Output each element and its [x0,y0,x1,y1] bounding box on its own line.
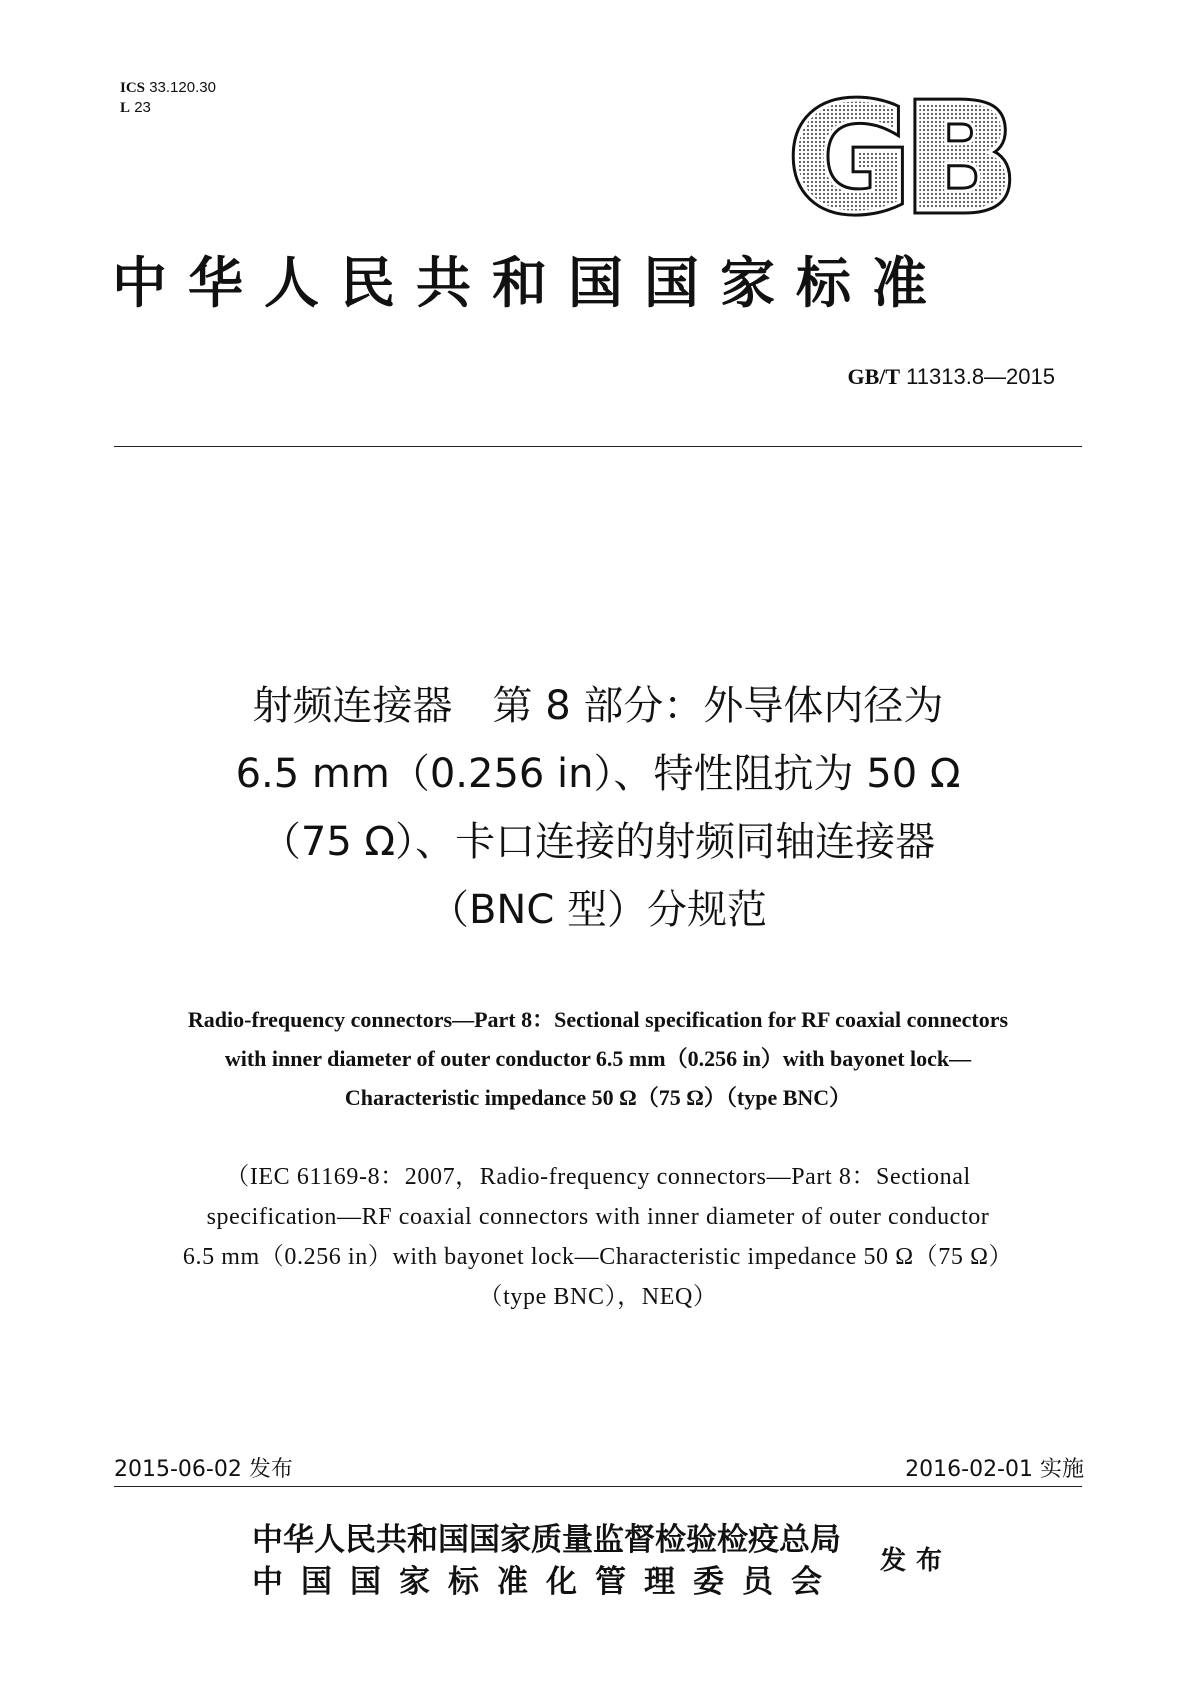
chinese-title [114,672,1082,944]
issuer-aqsiq: 中华人民共和国国家质量监督检验检疫总局 [252,1522,841,1558]
ics-code: 33.120.30 [149,79,216,96]
standard-code: 11313.8—2015 [906,364,1055,389]
ccs-label: L [120,100,131,116]
issue-date: 2015-06-02 发布 [114,1457,293,1482]
bottom-divider [114,1486,1082,1487]
english-title-line-2: with inner diameter of outer conductor 6.5 mm（0.256 in）with bayonet lock— [224,1046,972,1071]
gb-logo [782,88,1028,220]
publish-label: 发布 [880,1546,953,1576]
english-title [114,1000,1082,1117]
adoption-line-2: specification—RF coaxial connectors with inner diameter of outer conductor [206,1204,990,1230]
chinese-title-line-3: （75 Ω）、卡口连接的射频同轴连接器 [260,819,936,865]
english-title-line-1: Radio-frequency connectors—Part 8：Sectional specification for RF coaxial connectors [187,1007,1009,1032]
country-standard-title: 中华人民共和国国家标准 [112,251,949,315]
adoption-line-3: 6.5 mm（0.256 in）with bayonet lock—Characteristic impedance 50 Ω（75 Ω） [182,1244,1014,1270]
ccs-line [120,98,216,118]
ccs-code: 23 [134,99,151,116]
adoption-line-4: （type BNC），NEQ） [478,1284,718,1310]
top-divider [114,446,1082,447]
issuer-sac: 中国国家标准化管理委员会 [252,1564,840,1600]
adoption-statement [114,1157,1082,1317]
gb-logo-fill [789,88,1011,220]
english-title-line-3: Characteristic impedance 50 Ω（75 Ω）（type BNC） [344,1085,852,1110]
ics-label: ICS [120,80,146,96]
classification-codes [120,78,216,118]
ics-line [120,78,216,98]
chinese-title-line-2: 6.5 mm（0.256 in）、特性阻抗为 50 Ω [235,751,961,797]
implementation-date: 2016-02-01 实施 [905,1457,1084,1482]
adoption-line-1: （IEC 61169-8：2007，Radio-frequency connectors—Part 8：Sectional [225,1164,971,1190]
standard-number [847,364,1055,390]
chinese-title-line-1: 射频连接器 第 8 部分：外导体内径为 [252,683,944,729]
standard-prefix: GB/T [847,364,901,389]
chinese-title-line-4: （BNC 型）分规范 [428,887,767,933]
